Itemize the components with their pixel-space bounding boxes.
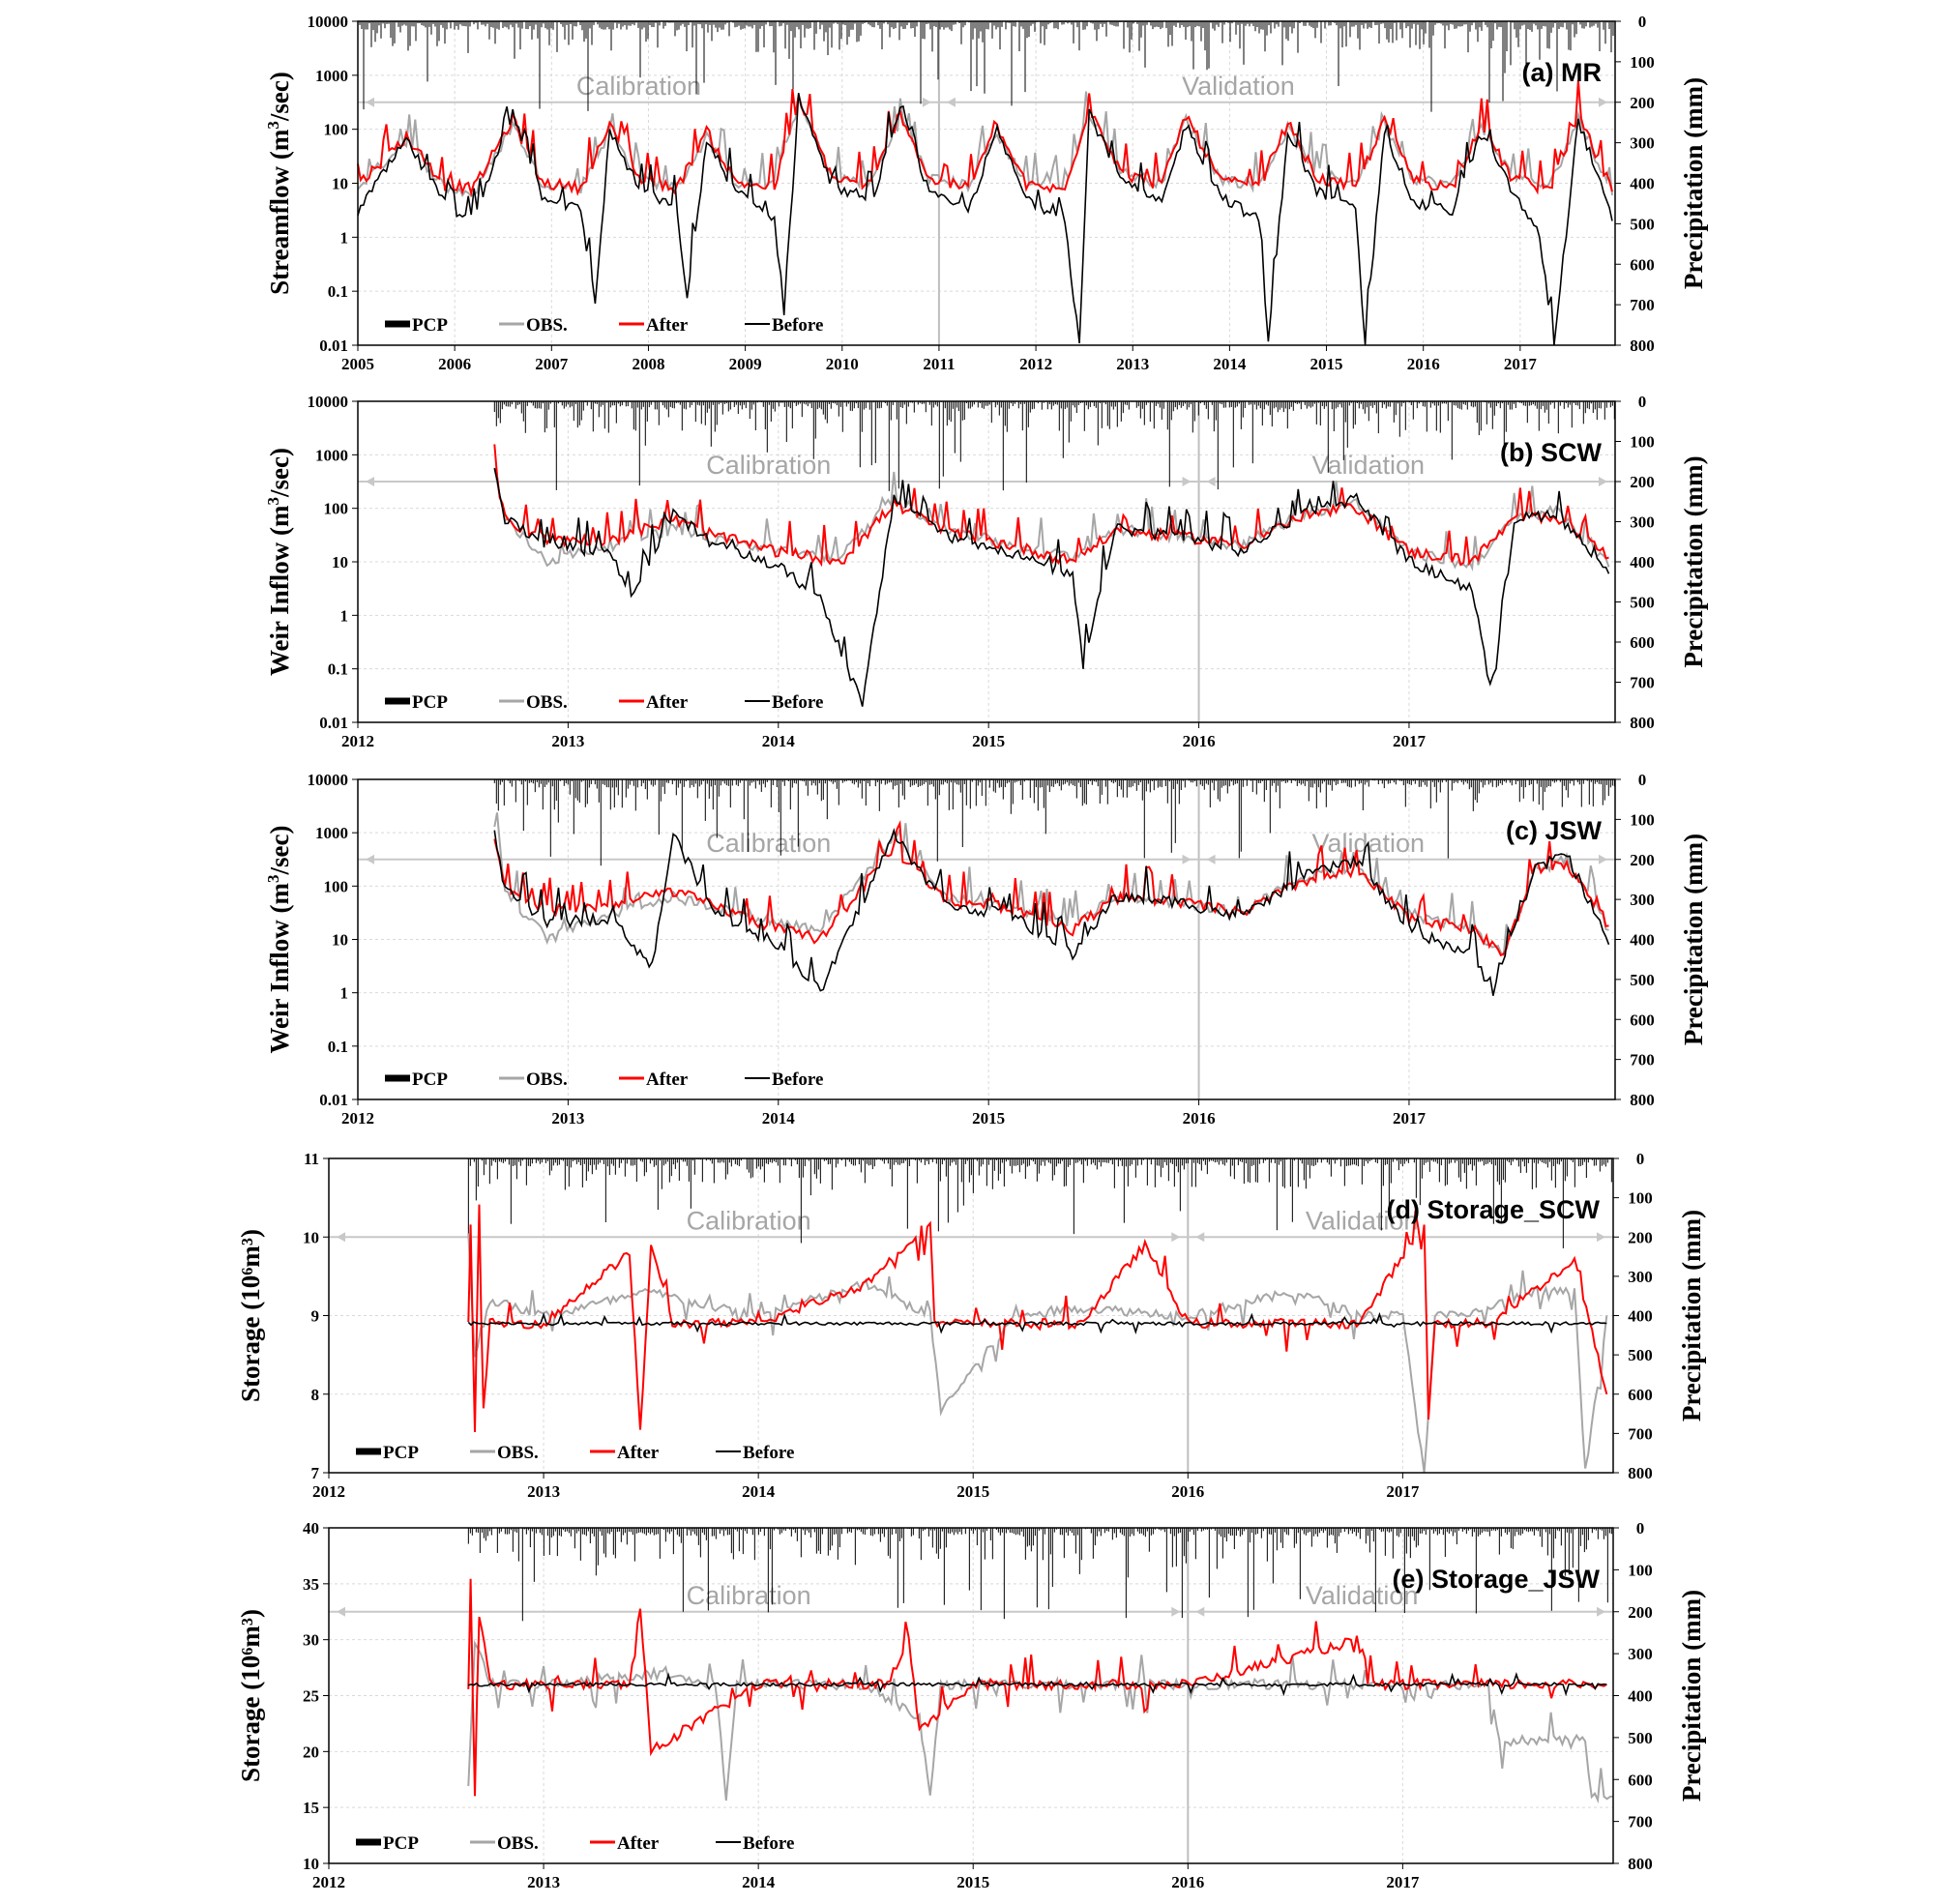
legend-label: OBS. — [497, 1833, 539, 1854]
period-arrowhead — [923, 98, 931, 107]
y-tick-label: 9 — [310, 1306, 319, 1326]
y2-tick-label: 700 — [1630, 296, 1655, 315]
series-before — [358, 93, 1612, 345]
y-tick-label: 100 — [323, 877, 348, 896]
series-obs — [468, 1233, 1606, 1473]
y2-tick-label: 200 — [1628, 1228, 1653, 1247]
validation-label: Validation — [1311, 451, 1426, 480]
panel-e — [236, 1519, 1706, 1891]
x-tick-label: 2013 — [1116, 355, 1150, 373]
y-tick-label: 20 — [303, 1743, 319, 1762]
x-tick-label: 2017 — [1503, 355, 1537, 373]
y-tick-label: 7 — [310, 1464, 319, 1482]
panel-title: (c) JSW — [1505, 816, 1602, 845]
panel-d — [236, 1150, 1706, 1501]
y-tick-label: 0.01 — [319, 337, 348, 355]
x-tick-label: 2013 — [527, 1482, 561, 1501]
y-tick-label: 100 — [323, 120, 348, 139]
x-tick-label: 2011 — [923, 355, 956, 373]
x-tick-label: 2014 — [761, 732, 795, 750]
y-tick-label: 10 — [332, 174, 348, 193]
calibration-label: Calibration — [686, 1206, 811, 1236]
x-tick-label: 2015 — [956, 1873, 990, 1891]
y2-tick-label: 400 — [1630, 174, 1655, 193]
y-tick-label: 10000 — [307, 771, 348, 789]
panel-title: (a) MR — [1521, 58, 1602, 87]
y2-tick-label: 100 — [1630, 810, 1655, 830]
validation-label: Validation — [1182, 71, 1295, 101]
x-tick-label: 2007 — [535, 355, 569, 373]
y-tick-label: 10000 — [307, 13, 348, 31]
series-after — [494, 824, 1608, 955]
y-axis-label: Storage (10⁶m³) — [236, 1609, 265, 1782]
legend-label: PCP — [412, 1069, 448, 1090]
calibration-label: Calibration — [706, 828, 832, 858]
validation-label: Validation — [1305, 1206, 1419, 1236]
validation-label: Validation — [1311, 828, 1426, 858]
series-line — [494, 444, 1608, 565]
y-tick-label: 30 — [303, 1630, 319, 1650]
legend-label: After — [617, 1443, 660, 1463]
period-arrowhead — [1599, 855, 1607, 864]
x-tick-label: 2017 — [1386, 1482, 1420, 1501]
y-tick-label: 40 — [303, 1519, 319, 1538]
y2-tick-label: 300 — [1630, 891, 1655, 910]
panel-title: (e) Storage_JSW — [1392, 1565, 1600, 1594]
period-arrowhead — [1597, 1607, 1605, 1617]
y2-tick-label: 300 — [1630, 133, 1655, 153]
y-tick-label: 15 — [303, 1799, 319, 1818]
period-arrowhead — [947, 98, 956, 107]
y2-tick-label: 200 — [1628, 1602, 1653, 1622]
period-arrowhead — [337, 1232, 345, 1242]
x-tick-label: 2013 — [551, 1109, 585, 1128]
y2-tick-label: 200 — [1630, 93, 1655, 112]
y2-tick-label: 100 — [1628, 1188, 1653, 1208]
y2-axis-label: Precipitation (mm) — [1679, 455, 1708, 668]
y-tick-label: 0.01 — [319, 1091, 348, 1109]
y2-tick-label: 600 — [1630, 633, 1655, 652]
legend-label: Before — [772, 692, 824, 713]
series-after — [358, 80, 1612, 193]
calibration-label: Calibration — [686, 1580, 811, 1610]
y-tick-label: 11 — [303, 1150, 319, 1168]
legend-label: PCP — [383, 1833, 419, 1854]
x-tick-label: 2017 — [1392, 1109, 1426, 1128]
legend-label: Before — [772, 1069, 824, 1090]
x-tick-label: 2013 — [551, 732, 585, 750]
legend-label: After — [646, 1069, 689, 1090]
y2-tick-label: 0 — [1637, 771, 1647, 789]
y-tick-label: 0.1 — [327, 659, 348, 679]
x-tick-label: 2017 — [1392, 732, 1426, 750]
y-tick-label: 1000 — [315, 824, 348, 843]
period-arrowhead — [1183, 855, 1192, 864]
series-line — [468, 1643, 1613, 1801]
y2-tick-label: 800 — [1630, 337, 1655, 355]
precipitation-bars — [494, 779, 1614, 865]
x-tick-label: 2014 — [742, 1482, 776, 1501]
period-arrowhead — [366, 477, 374, 486]
series-line — [358, 93, 1612, 345]
y-tick-label: 10 — [303, 1855, 319, 1873]
series-line — [494, 824, 1608, 955]
y2-tick-label: 200 — [1630, 850, 1655, 869]
x-tick-label: 2014 — [742, 1873, 776, 1891]
calibration-label: Calibration — [575, 71, 702, 101]
period-arrowhead — [1171, 1607, 1180, 1617]
y2-tick-label: 200 — [1630, 473, 1655, 491]
x-tick-label: 2009 — [728, 355, 762, 373]
y2-tick-label: 400 — [1630, 553, 1655, 571]
period-arrowhead — [366, 98, 374, 107]
y2-tick-label: 700 — [1628, 1812, 1653, 1831]
legend-label: After — [617, 1833, 660, 1854]
series-obs — [494, 812, 1608, 954]
x-tick-label: 2016 — [1406, 355, 1440, 373]
period-arrowhead — [1599, 98, 1607, 107]
y-tick-label: 10 — [332, 553, 348, 571]
y-tick-label: 10 — [303, 1228, 319, 1247]
x-tick-label: 2012 — [312, 1873, 345, 1891]
y-axis-label: Storage (10⁶m³) — [236, 1229, 265, 1402]
y2-axis-label: Precipitation (mm) — [1679, 833, 1708, 1046]
period-arrowhead — [1183, 477, 1192, 486]
y-tick-label: 10000 — [307, 393, 348, 411]
y2-tick-label: 500 — [1630, 215, 1655, 234]
series-line — [494, 468, 1608, 569]
y2-tick-label: 0 — [1637, 13, 1647, 31]
y2-tick-label: 100 — [1630, 52, 1655, 72]
y2-tick-label: 0 — [1635, 1519, 1645, 1538]
y2-tick-label: 700 — [1630, 673, 1655, 692]
x-tick-label: 2013 — [527, 1873, 561, 1891]
series-obs — [468, 1643, 1613, 1801]
x-tick-label: 2017 — [1386, 1873, 1420, 1891]
x-tick-label: 2015 — [972, 1109, 1006, 1128]
x-tick-label: 2008 — [632, 355, 665, 373]
y-tick-label: 0.1 — [327, 282, 348, 302]
y2-tick-label: 600 — [1628, 1385, 1653, 1404]
y2-tick-label: 0 — [1637, 393, 1647, 411]
series-before — [468, 1314, 1606, 1332]
y2-tick-label: 700 — [1630, 1050, 1655, 1069]
y-tick-label: 1000 — [315, 446, 348, 465]
y-tick-label: 100 — [323, 499, 348, 518]
x-tick-label: 2015 — [956, 1482, 990, 1501]
x-tick-label: 2016 — [1171, 1873, 1205, 1891]
y2-tick-label: 400 — [1630, 930, 1655, 950]
y2-axis-label: Precipitation (mm) — [1677, 1589, 1706, 1802]
y2-tick-label: 100 — [1630, 432, 1655, 452]
y2-tick-label: 300 — [1630, 513, 1655, 532]
y2-tick-label: 500 — [1628, 1728, 1653, 1747]
legend-label: OBS. — [526, 692, 568, 713]
period-arrowhead — [1207, 477, 1216, 486]
y2-tick-label: 800 — [1628, 1855, 1653, 1873]
y-axis-label: Streamflow $(m^3/\sec)$ — [264, 72, 294, 295]
y-tick-label: 1000 — [315, 66, 348, 85]
series-line — [468, 1233, 1606, 1473]
x-tick-label: 2015 — [1309, 355, 1343, 373]
y2-tick-label: 600 — [1628, 1771, 1653, 1790]
x-tick-label: 2010 — [825, 355, 859, 373]
y2-axis-label: Precipitation (mm) — [1679, 76, 1708, 290]
period-arrowhead — [1171, 1232, 1180, 1242]
x-tick-label: 2016 — [1171, 1482, 1205, 1501]
panel-a — [264, 13, 1708, 373]
y-axis-label: Weir Inflow $(m^3/\sec)$ — [264, 448, 294, 676]
panel-b — [264, 393, 1708, 750]
y2-tick-label: 0 — [1635, 1150, 1645, 1168]
series-line — [358, 80, 1612, 193]
y-tick-label: 25 — [303, 1686, 319, 1706]
x-tick-label: 2016 — [1182, 1109, 1216, 1128]
period-arrowhead — [366, 855, 374, 864]
y-tick-label: 1 — [339, 606, 348, 626]
y2-tick-label: 800 — [1630, 1091, 1655, 1109]
y-tick-label: 35 — [303, 1574, 319, 1594]
x-tick-label: 2014 — [761, 1109, 795, 1128]
y2-tick-label: 600 — [1630, 1011, 1655, 1030]
precipitation-bars — [358, 21, 1613, 112]
series-obs — [494, 468, 1608, 569]
x-tick-label: 2005 — [341, 355, 374, 373]
period-arrowhead — [1195, 1232, 1204, 1242]
series-line — [494, 468, 1608, 707]
y-tick-label: 8 — [310, 1385, 319, 1404]
period-arrowhead — [1597, 1232, 1605, 1242]
period-arrowhead — [1195, 1607, 1204, 1617]
y2-tick-label: 100 — [1628, 1561, 1653, 1580]
y2-tick-label: 800 — [1628, 1464, 1653, 1482]
x-tick-label: 2012 — [1019, 355, 1053, 373]
series-line — [468, 1314, 1606, 1332]
y2-axis-label: Precipitation (mm) — [1677, 1209, 1706, 1422]
legend-label: PCP — [412, 692, 448, 713]
x-tick-label: 2012 — [341, 1109, 374, 1128]
series-line — [358, 92, 1612, 196]
x-tick-label: 2012 — [312, 1482, 345, 1501]
y-tick-label: 0.1 — [327, 1037, 348, 1056]
legend-label: Before — [743, 1443, 795, 1463]
legend-label: After — [646, 315, 689, 336]
y-tick-label: 10 — [332, 930, 348, 950]
legend-label: OBS. — [526, 315, 568, 336]
y2-tick-label: 400 — [1628, 1306, 1653, 1326]
y2-tick-label: 500 — [1628, 1346, 1653, 1365]
legend-label: OBS. — [497, 1443, 539, 1463]
y2-tick-label: 500 — [1630, 593, 1655, 612]
y2-tick-label: 300 — [1628, 1267, 1653, 1286]
calibration-label: Calibration — [706, 451, 832, 480]
series-line — [494, 812, 1608, 954]
validation-label: Validation — [1305, 1580, 1419, 1610]
y2-tick-label: 400 — [1628, 1686, 1653, 1706]
legend-label: Before — [743, 1833, 795, 1854]
y2-tick-label: 600 — [1630, 255, 1655, 275]
x-tick-label: 2015 — [972, 732, 1006, 750]
series-before — [494, 468, 1608, 707]
period-arrowhead — [1207, 855, 1216, 864]
x-tick-label: 2016 — [1182, 732, 1216, 750]
legend-label: PCP — [383, 1443, 419, 1463]
series-obs — [358, 92, 1612, 196]
y2-tick-label: 800 — [1630, 714, 1655, 732]
y2-tick-label: 700 — [1628, 1424, 1653, 1444]
series-after — [494, 444, 1608, 565]
panel-c — [264, 771, 1708, 1128]
legend-label: OBS. — [526, 1069, 568, 1090]
x-tick-label: 2012 — [341, 732, 374, 750]
legend-label: After — [646, 692, 689, 713]
y2-tick-label: 300 — [1628, 1645, 1653, 1664]
precipitation-bars — [494, 401, 1614, 491]
x-tick-label: 2014 — [1213, 355, 1247, 373]
period-arrowhead — [337, 1607, 345, 1617]
y-tick-label: 1 — [339, 983, 348, 1003]
y2-tick-label: 500 — [1630, 970, 1655, 989]
y-axis-label: Weir Inflow $(m^3/\sec)$ — [264, 825, 294, 1054]
panel-title: (d) Storage_SCW — [1386, 1195, 1600, 1224]
panel-title: (b) SCW — [1500, 438, 1602, 467]
legend-label: Before — [772, 315, 824, 336]
period-arrowhead — [1599, 477, 1607, 486]
x-tick-label: 2006 — [438, 355, 472, 373]
y-tick-label: 0.01 — [319, 714, 348, 732]
y-tick-label: 1 — [339, 228, 348, 248]
legend-label: PCP — [412, 315, 448, 336]
